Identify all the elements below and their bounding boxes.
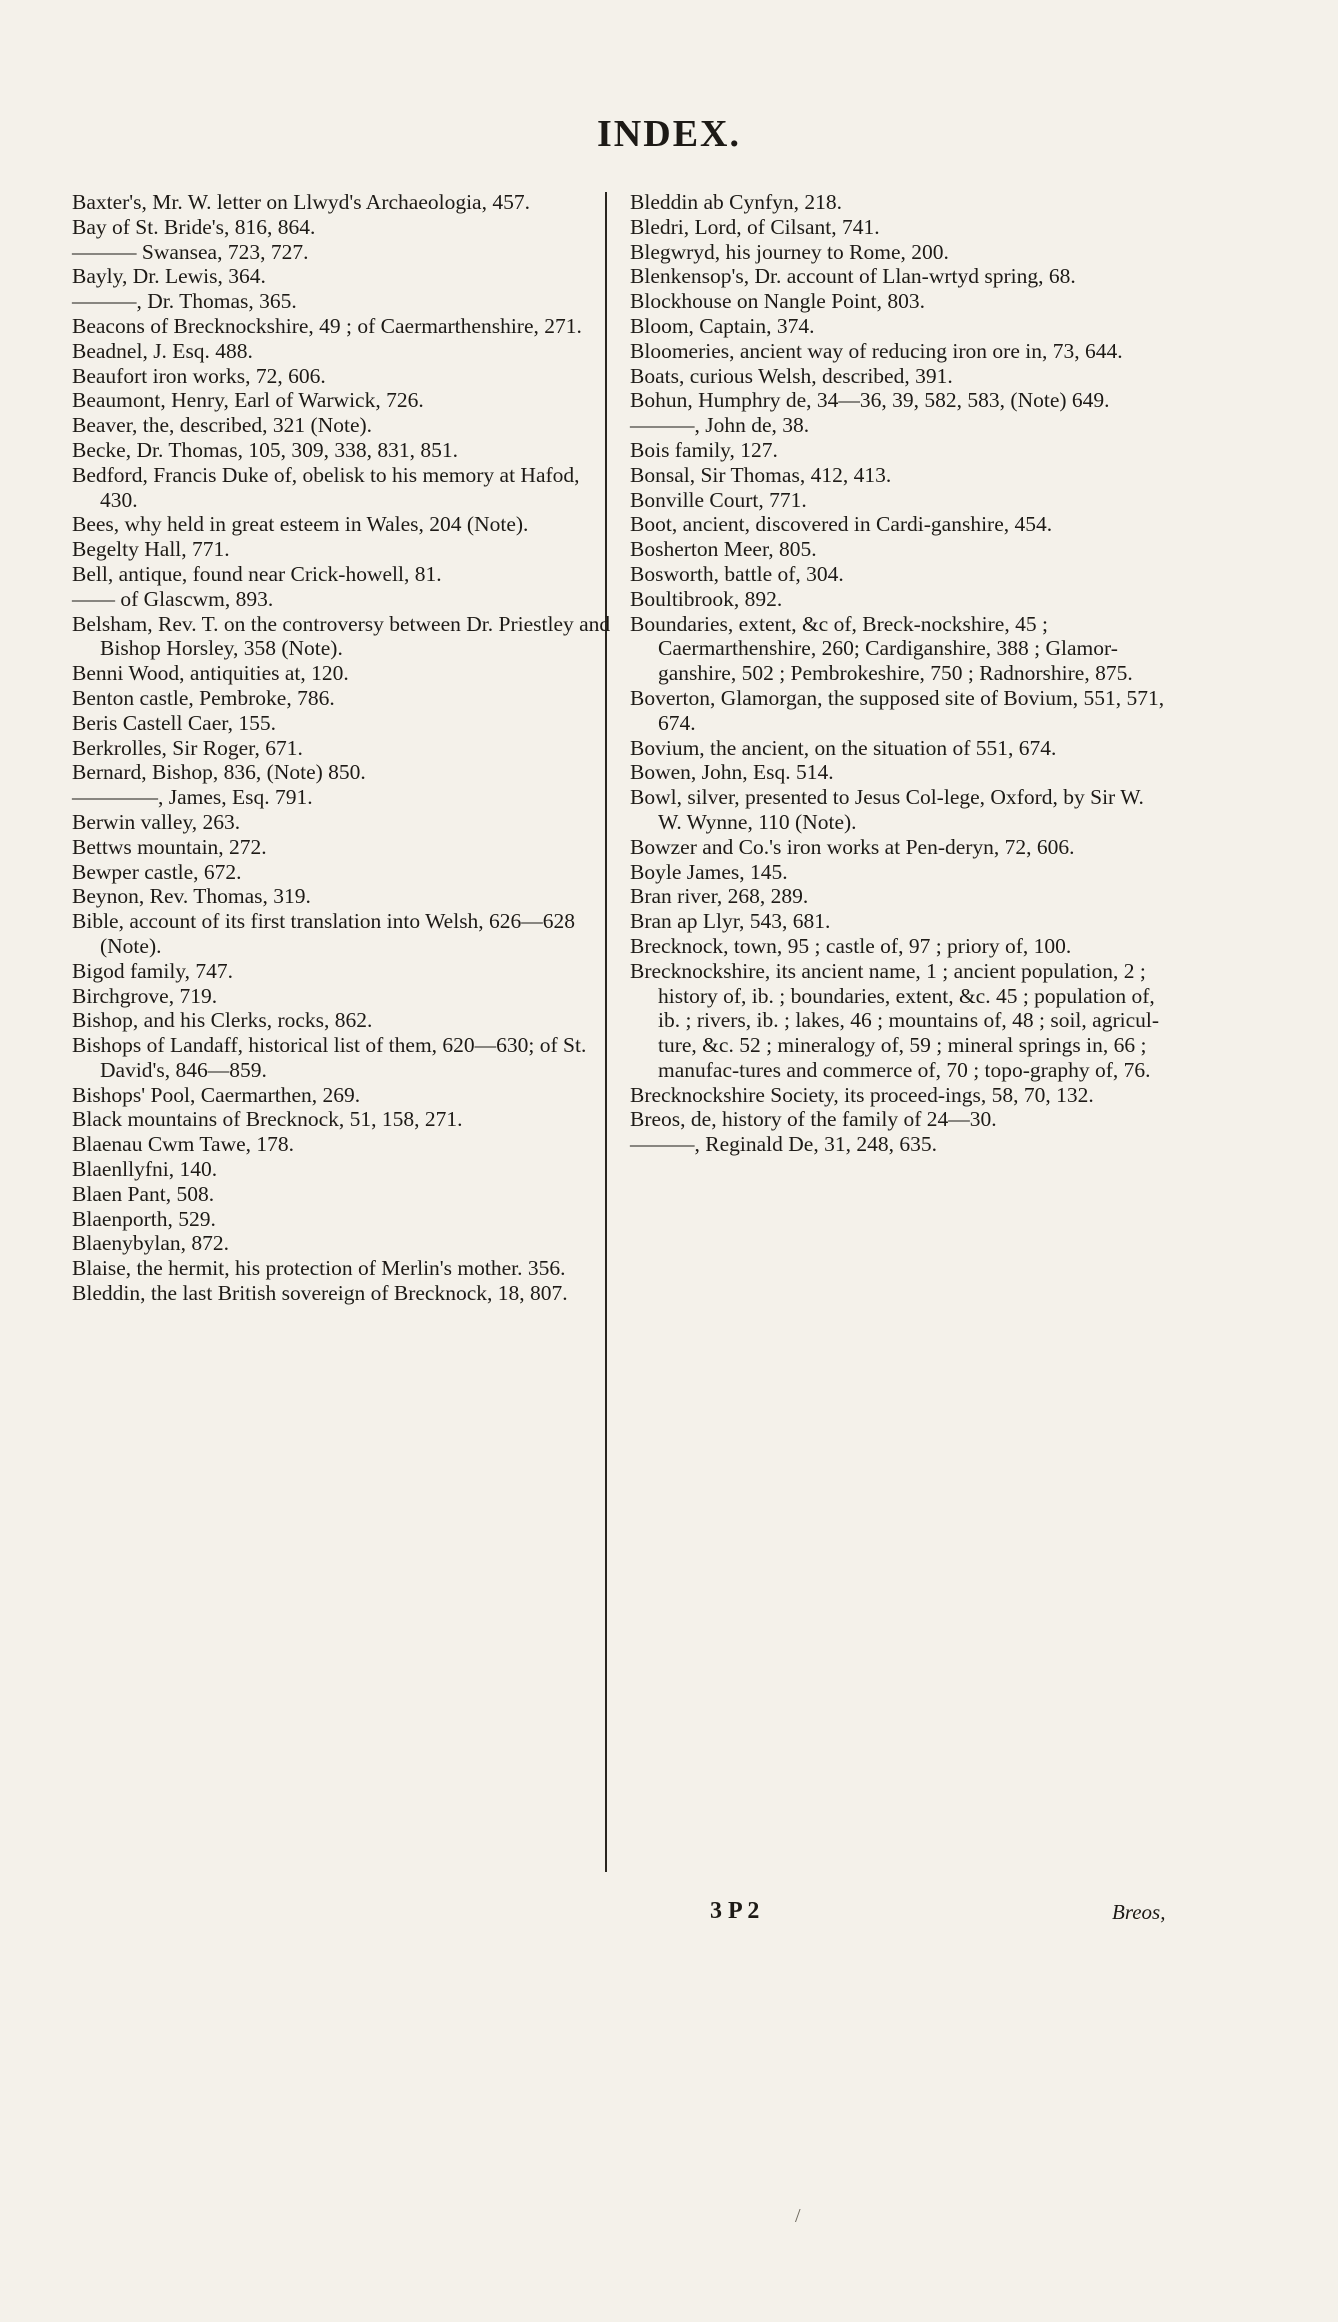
catchword: Breos,: [1112, 1900, 1166, 1924]
index-entry: Bettws mountain, 272.: [72, 834, 267, 859]
index-entry: Bleddin, the last British sovereign of Brecknock, 18, 807.: [72, 1281, 568, 1306]
stray-mark: /: [795, 2205, 801, 2227]
index-entry: Baxter's, Mr. W. letter on Llwyd's Archaeologia, 457.: [72, 190, 530, 214]
index-entry: Blaenllyfni, 140.: [72, 1157, 218, 1182]
index-entry: Bloomeries, ancient way of reducing iron ore in, 73, 644.: [630, 338, 1123, 363]
index-entry: Bois family, 127.: [630, 437, 778, 462]
index-entry: Blegwryd, his journey to Rome, 200.: [630, 239, 949, 264]
index-entry: Black mountains of Brecknock, 51, 158, 271.: [72, 1107, 463, 1132]
index-entry: Brecknockshire Society, its proceed-ings, 58, 70, 132.: [630, 1082, 1094, 1107]
index-entry: ———, Reginald De, 31, 248, 635.: [630, 1132, 937, 1157]
index-entry: Blaenybylan, 872.: [72, 1231, 230, 1256]
index-entry: Bell, antique, found near Crick-howell, 81.: [72, 561, 442, 586]
index-entry: Bowl, silver, presented to Jesus Col-lege, Oxford, by Sir W. W. Wynne, 110 (Note).: [630, 785, 1144, 834]
index-entry: Boyle James, 145.: [630, 859, 788, 884]
index-entry: Blaise, the hermit, his protection of Merlin's mother. 356.: [72, 1256, 566, 1281]
index-entry: Brecknock, town, 95 ; castle of, 97 ; priory of, 100.: [630, 933, 1072, 958]
index-entry: Bishops' Pool, Caermarthen, 269.: [72, 1082, 361, 1107]
index-entry: Bees, why held in great esteem in Wales, 204 (Note).: [72, 512, 529, 537]
index-entry: Bonsal, Sir Thomas, 412, 413.: [630, 462, 892, 487]
index-entry: Bosworth, battle of, 304.: [630, 561, 844, 586]
right-index-column: [630, 190, 1170, 1157]
signature-mark: 3 P 2: [710, 1898, 760, 1924]
index-entry: Benton castle, Pembroke, 786.: [72, 685, 335, 710]
index-entry: Boundaries, extent, &c of, Breck-nockshire, 45 ; Caermarthenshire, 260; Cardiganshire, 388 ; Glamor-ganshire, 502 ; Pembrokeshire, 750 ; Radnorshire, 875.: [630, 611, 1133, 686]
index-entry: Bran ap Llyr, 543, 681.: [630, 909, 831, 934]
index-entry: Beris Castell Caer, 155.: [72, 710, 276, 735]
index-entry: Birchgrove, 719.: [72, 983, 218, 1008]
index-entry: Becke, Dr. Thomas, 105, 309, 338, 831, 851.: [72, 437, 458, 462]
index-entry: Begelty Hall, 771.: [72, 537, 230, 562]
index-entry: Benni Wood, antiquities at, 120.: [72, 661, 349, 686]
index-entry: Blockhouse on Nangle Point, 803.: [630, 289, 926, 314]
index-entry: Bovium, the ancient, on the situation of 551, 674.: [630, 735, 1057, 760]
left-index-column: [72, 190, 612, 1306]
index-entry: Breos, de, history of the family of 24—30.: [630, 1107, 997, 1132]
index-entry: Beynon, Rev. Thomas, 319.: [72, 884, 311, 909]
index-entry: Bible, account of its first translation into Welsh, 626—628 (Note).: [72, 909, 576, 958]
index-entry: Berkrolles, Sir Roger, 671.: [72, 735, 303, 760]
index-entry: Berwin valley, 263.: [72, 809, 241, 834]
index-entry: Beaver, the, described, 321 (Note).: [72, 413, 373, 438]
index-entry: Bayly, Dr. Lewis, 364.: [72, 264, 266, 289]
index-entry: Bosherton Meer, 805.: [630, 537, 817, 562]
index-entry: ——— Swansea, 723, 727.: [72, 239, 309, 264]
index-entry: Beacons of Brecknockshire, 49 ; of Caermarthenshire, 271.: [72, 313, 582, 338]
index-entry: Boats, curious Welsh, described, 391.: [630, 363, 953, 388]
index-entry: ———, Dr. Thomas, 365.: [72, 289, 297, 314]
index-entry: Bonville Court, 771.: [630, 487, 807, 512]
index-entry: ————, James, Esq. 791.: [72, 785, 313, 810]
index-entry: Bay of St. Bride's, 816, 864.: [72, 214, 316, 239]
index-entry: Brecknockshire, its ancient name, 1 ; ancient population, 2 ; history of, ib. ; boundaries, extent, &c. 45 ; population of, ib. ; rivers, ib. ; lakes, 46 ; mountains of, 48 ; soil, agricul-ture, &c. 52 ; mineralogy of, 59 ; mineral springs in, 66 ; manufac-tures and commerce of, 70 ; topo-graphy of, 76.: [630, 958, 1159, 1082]
index-entry: Bernard, Bishop, 836, (Note) 850.: [72, 760, 366, 785]
index-entry: Beadnel, J. Esq. 488.: [72, 338, 253, 363]
index-entry: Bleddin ab Cynfyn, 218.: [630, 190, 842, 214]
index-entry: Bigod family, 747.: [72, 958, 234, 983]
index-entry: Blenkensop's, Dr. account of Llan-wrtyd spring, 68.: [630, 264, 1076, 289]
index-entry: Blaenporth, 529.: [72, 1206, 216, 1231]
index-entry: —— of Glascwm, 893.: [72, 586, 274, 611]
index-entry: Beaufort iron works, 72, 606.: [72, 363, 326, 388]
index-entry: Bowen, John, Esq. 514.: [630, 760, 834, 785]
index-entry: Beaumont, Henry, Earl of Warwick, 726.: [72, 388, 424, 413]
page-title: INDEX.: [597, 113, 741, 155]
index-entry: Bloom, Captain, 374.: [630, 313, 815, 338]
index-entry: Bewper castle, 672.: [72, 859, 242, 884]
index-entry: ———, John de, 38.: [630, 413, 810, 438]
index-entry: Bowzer and Co.'s iron works at Pen-deryn, 72, 606.: [630, 834, 1075, 859]
index-entry: Bledri, Lord, of Cilsant, 741.: [630, 214, 880, 239]
index-entry: Bedford, Francis Duke of, obelisk to his memory at Hafod, 430.: [72, 462, 580, 512]
index-entry: Bohun, Humphry de, 34—36, 39, 582, 583, (Note) 649.: [630, 388, 1110, 413]
index-entry: Bran river, 268, 289.: [630, 884, 809, 909]
index-entry: Bishops of Landaff, historical list of them, 620—630; of St. David's, 846—859.: [72, 1033, 587, 1082]
index-entry: Belsham, Rev. T. on the controversy between Dr. Priestley and Bishop Horsley, 358 (Note).: [72, 611, 611, 661]
index-entry: Boverton, Glamorgan, the supposed site of Bovium, 551, 571, 674.: [630, 685, 1165, 735]
index-entry: Boultibrook, 892.: [630, 586, 783, 611]
index-entry: Blaen Pant, 508.: [72, 1181, 215, 1206]
index-entry: Blaenau Cwm Tawe, 178.: [72, 1132, 295, 1157]
index-entry: Boot, ancient, discovered in Cardi-ganshire, 454.: [630, 512, 1053, 537]
index-entry: Bishop, and his Clerks, rocks, 862.: [72, 1008, 373, 1033]
